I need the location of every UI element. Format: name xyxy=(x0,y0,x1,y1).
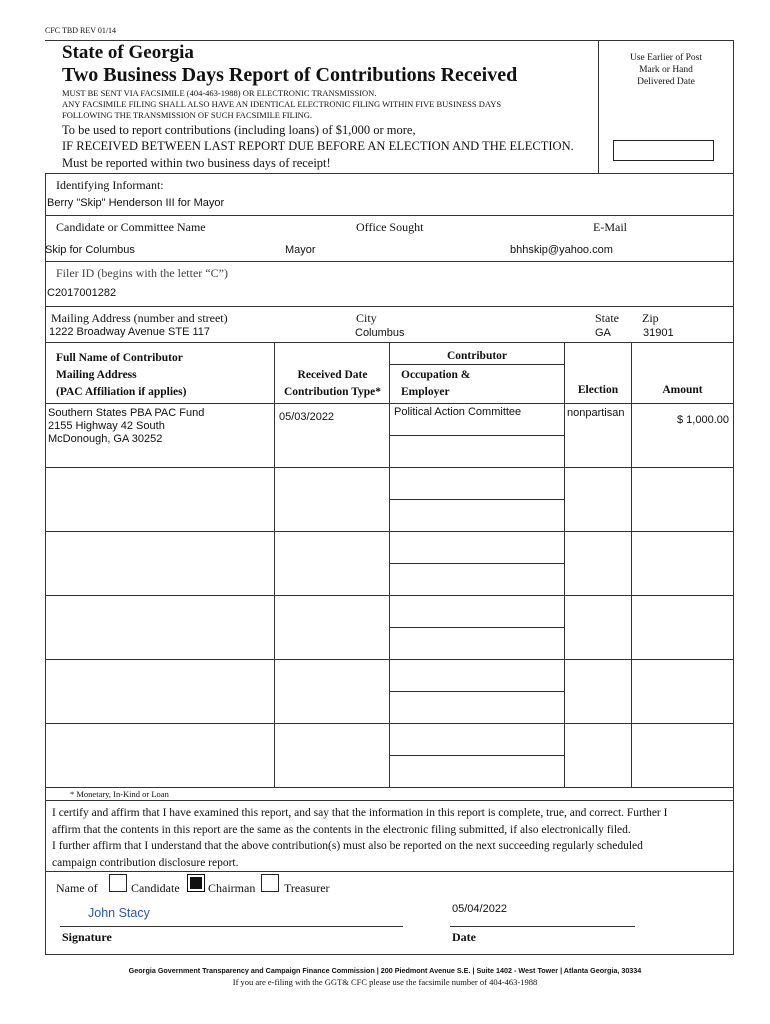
informant-top-line xyxy=(45,173,734,174)
election-value[interactable]: nonpartisan xyxy=(567,407,625,419)
occ-split-5 xyxy=(389,691,565,692)
date-line xyxy=(450,926,635,927)
col-contributor-top-header: Contributor xyxy=(446,350,508,362)
postmark-note-line-3: Delivered Date xyxy=(637,77,695,87)
occ-split-2 xyxy=(389,499,565,500)
city-value[interactable]: Columbus xyxy=(355,327,405,339)
informant-value[interactable]: Berry "Skip" Henderson III for Mayor xyxy=(47,197,225,209)
frame-top-line xyxy=(45,40,734,41)
candidate-bottom-line xyxy=(45,261,734,262)
occupation-value[interactable]: Political Action Committee xyxy=(394,406,522,418)
col-election-header: Election xyxy=(577,384,619,396)
page-title: Two Business Days Report of Contributions Received xyxy=(62,64,518,86)
postmark-divider xyxy=(598,40,599,173)
certification-line-4: campaign contribution disclosure report. xyxy=(52,856,239,869)
office-value[interactable]: Mayor xyxy=(285,244,316,256)
occ-split-1 xyxy=(389,435,565,436)
chairman-checkbox-label: Chairman xyxy=(208,881,256,895)
footer-address: Georgia Government Transparency and Campaign Finance Commission | 200 Piedmont Avenue S.E. | Suite 1402 - West Tower | Atlanta Georgia, 30334 xyxy=(128,966,642,975)
notice-line-2: ANY FACSIMILE FILING SHALL ALSO HAVE AN IDENTICAL ELECTRONIC FILING WITHIN FIVE BUSINESS DAYS xyxy=(62,99,502,109)
notice-line-1: MUST BE SENT VIA FACSIMILE (404-463-1988) OR ELECTRONIC TRANSMISSION. xyxy=(62,88,377,98)
col-received-date-header xyxy=(276,367,389,401)
occ-split-4 xyxy=(389,627,565,628)
certification-text xyxy=(52,805,732,871)
email-label: E-Mail xyxy=(593,220,627,234)
postmark-note-line-1: Use Earlier of Post xyxy=(629,53,703,63)
signature-label: Signature xyxy=(62,930,112,944)
zip-value[interactable]: 31901 xyxy=(643,327,674,339)
signature-date-value[interactable]: 05/04/2022 xyxy=(452,903,508,915)
street-label: Mailing Address (number and street) xyxy=(51,311,228,325)
row-line-1 xyxy=(45,467,734,468)
certification-line-1: I certify and affirm that I have examined this report, and say that the information in this report is complete, true, and correct. Further I xyxy=(52,807,668,819)
frame-bottom-line xyxy=(45,954,734,955)
candidate-name-value[interactable]: Skip for Columbus xyxy=(45,244,135,256)
table-col-divider-3 xyxy=(564,342,565,787)
candidate-checkbox[interactable] xyxy=(109,874,127,892)
filer-bottom-line xyxy=(45,306,734,307)
table-col-divider-4 xyxy=(631,342,632,787)
state-heading: State of Georgia xyxy=(62,42,194,63)
col-received-date-line-2: Contribution Type* xyxy=(283,386,382,398)
table-footnote: * Monetary, In-Kind or Loan xyxy=(70,789,169,799)
candidate-checkbox-label: Candidate xyxy=(131,881,180,895)
street-value[interactable]: 1222 Broadway Avenue STE 117 xyxy=(49,326,211,338)
treasurer-checkbox-label: Treasurer xyxy=(284,881,330,895)
filer-id-value[interactable]: C2017001282 xyxy=(47,287,117,299)
date-label: Date xyxy=(452,930,476,944)
chairman-checkbox[interactable] xyxy=(187,874,205,892)
contributor-name: Southern States PBA PAC Fund xyxy=(48,407,205,419)
postmark-note xyxy=(600,52,732,88)
informant-bottom-line xyxy=(45,215,734,216)
received-date-value[interactable]: 05/03/2022 xyxy=(279,411,335,423)
footnote-bottom-line xyxy=(45,800,734,801)
certification-line-2: affirm that the contents in this report are the same as the contents in the electronic filing submitted, if also electronically filed. xyxy=(52,823,631,836)
table-row[interactable] xyxy=(48,407,204,446)
certification-line-3: I further affirm that I understand that the above contribution(s) must also be reported on the next succeeding regularly scheduled xyxy=(52,840,643,852)
postmark-date-field[interactable] xyxy=(613,140,714,161)
col-contributor-name-line-2: Mailing Address xyxy=(56,369,137,381)
informant-label: Identifying Informant: xyxy=(56,178,164,192)
usage-line-3: Must be reported within two business days of receipt! xyxy=(62,156,331,170)
postmark-note-line-2: Mark or Hand xyxy=(639,65,693,75)
col-occupation-header xyxy=(401,367,470,401)
col-occupation-line-1: Occupation & xyxy=(401,369,471,381)
row-line-5 xyxy=(45,723,734,724)
col-occupation-line-2: Employer xyxy=(401,386,450,398)
frame-left-line xyxy=(45,173,46,955)
filer-id-label: Filer ID (begins with the letter “C”) xyxy=(56,266,228,280)
contributor-subheader-line xyxy=(389,364,565,365)
email-value[interactable]: bhhskip@yahoo.com xyxy=(510,244,613,256)
candidate-name-label: Candidate or Committee Name xyxy=(56,220,206,234)
occ-split-6 xyxy=(389,755,565,756)
col-contributor-name-line-3: (PAC Affiliation if applies) xyxy=(56,386,187,398)
footer-fax-note: If you are e-filing with the GGT& CFC please use the facsimile number of 404-463-1988 xyxy=(232,977,538,987)
occ-split-3 xyxy=(389,563,565,564)
state-value[interactable]: GA xyxy=(595,327,611,339)
notice-line-3: FOLLOWING THE TRANSMISSION OF SUCH FACSIMILE FILING. xyxy=(62,110,313,120)
signature-value[interactable]: John Stacy xyxy=(88,906,150,920)
certification-bottom-line xyxy=(45,871,734,872)
row-line-2 xyxy=(45,531,734,532)
col-received-date-line-1: Received Date xyxy=(297,369,368,381)
city-label: City xyxy=(356,311,377,325)
name-of-label: Name of xyxy=(56,881,98,895)
col-amount-header: Amount xyxy=(662,384,703,396)
row-line-3 xyxy=(45,595,734,596)
state-label: State xyxy=(595,311,619,325)
usage-line-1: To be used to report contributions (including loans) of $1,000 or more, xyxy=(62,123,416,137)
form-code: CFC TBD REV 01/14 xyxy=(45,26,117,35)
frame-right-line xyxy=(733,40,734,955)
contributor-city: McDonough, GA 30252 xyxy=(48,433,163,445)
zip-label: Zip xyxy=(642,311,659,325)
table-header-bottom-line xyxy=(45,403,734,404)
table-col-divider-1 xyxy=(274,342,275,787)
col-contributor-name-header xyxy=(56,350,186,401)
amount-value[interactable]: $ 1,000.00 xyxy=(677,414,729,426)
row-line-4 xyxy=(45,659,734,660)
table-bottom-line xyxy=(45,787,734,788)
table-col-divider-2 xyxy=(389,342,390,787)
contributor-street: 2155 Highway 42 South xyxy=(48,420,165,432)
signature-line xyxy=(60,926,403,927)
office-label: Office Sought xyxy=(356,220,424,234)
usage-line-2: IF RECEIVED BETWEEN LAST REPORT DUE BEFORE AN ELECTION AND THE ELECTION. xyxy=(62,139,574,153)
treasurer-checkbox[interactable] xyxy=(261,874,279,892)
col-contributor-name-line-1: Full Name of Contributor xyxy=(56,352,183,364)
